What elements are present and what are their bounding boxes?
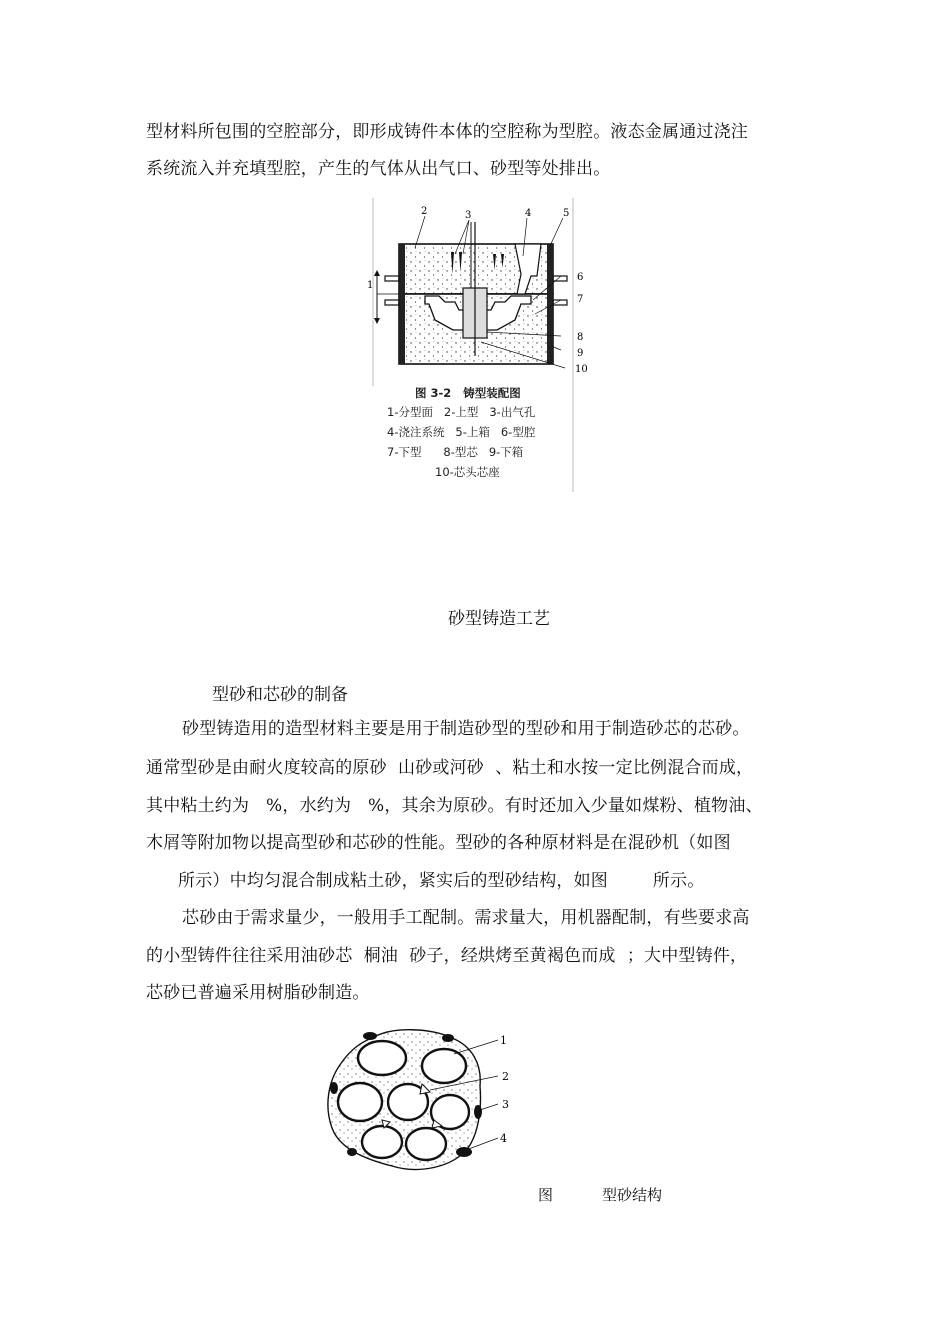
paragraph-top-line-2: 系统流入并充填型腔，产生的气体从出气口、砂型等处排出。 (146, 159, 611, 179)
sand-callout-2: 2 (502, 1070, 509, 1083)
callout-3: 3 (465, 210, 472, 221)
figure2-caption-label: 图 (538, 1186, 554, 1204)
figure1-caption-line-4: 10-芯头芯座 (435, 465, 500, 479)
paragraph-1-line-5: 所示）中均匀混合制成粘土砂，紧实后的型砂结构，如图 所示。 (178, 871, 705, 891)
sand-callout-1: 1 (500, 1034, 507, 1047)
sand-structure-diagram (322, 1024, 522, 1174)
subsection-title: 型砂和芯砂的制备 (212, 685, 348, 705)
figure2-caption-title: 型砂结构 (602, 1186, 663, 1204)
paragraph-1-line-3: 其中粘土约为 %，水约为 %，其余为原砂。有时还加入少量如煤粉、植物油、 (146, 796, 763, 816)
callout-6: 6 (577, 272, 584, 283)
paragraph-2-line-2: 的小型铸件往往采用油砂芯 桐油 砂子，经烘烤至黄褐色而成 ；大中型铸件， (146, 946, 748, 966)
figure1-caption-title: 图 3-2 铸型装配图 (415, 386, 521, 400)
callout-2: 2 (421, 206, 428, 217)
sand-structure-figure (322, 1024, 522, 1174)
paragraph-1-line-1: 砂型铸造用的造型材料主要是用于制造砂型的型砂和用于制造砂芯的芯砂。 (182, 719, 750, 739)
figure1-caption-line-2: 4-浇注系统 5-上箱 6-型腔 (387, 425, 536, 439)
figure1-caption-line-3: 7-下型 8-型芯 9-下箱 (387, 445, 524, 459)
paragraph-top-line-1: 型材料所包围的空腔部分，即形成铸件本体的空腔称为型腔。液态金属通过浇注 (146, 122, 748, 142)
paragraph-2-line-1: 芯砂由于需求量少，一般用手工配制。需求量大，用机器配制，有些要求高 (182, 908, 750, 928)
callout-1: 1 (367, 280, 374, 291)
figure1-caption-line-1: 1-分型面 2-上型 3-出气孔 (387, 405, 536, 419)
paragraph-2-line-3: 芯砂已普遍采用树脂砂制造。 (146, 983, 370, 1003)
mold-assembly-figure (355, 196, 595, 496)
paragraph-1-line-4: 木屑等附加物以提高型砂和芯砂的性能。型砂的各种原材料是在混砂机（如图 (146, 833, 731, 853)
callout-7: 7 (577, 294, 584, 305)
sand-callout-3: 3 (502, 1098, 509, 1111)
callout-10: 10 (575, 364, 588, 375)
callout-8: 8 (577, 332, 584, 343)
sand-callout-4: 4 (500, 1132, 507, 1145)
callout-9: 9 (577, 348, 584, 359)
callout-5: 5 (563, 208, 570, 219)
callout-4: 4 (525, 208, 532, 219)
section-title: 砂型铸造工艺 (448, 609, 550, 629)
paragraph-1-line-2: 通常型砂是由耐火度较高的原砂 山砂或河砂 、粘土和水按一定比例混合而成， (146, 758, 754, 778)
